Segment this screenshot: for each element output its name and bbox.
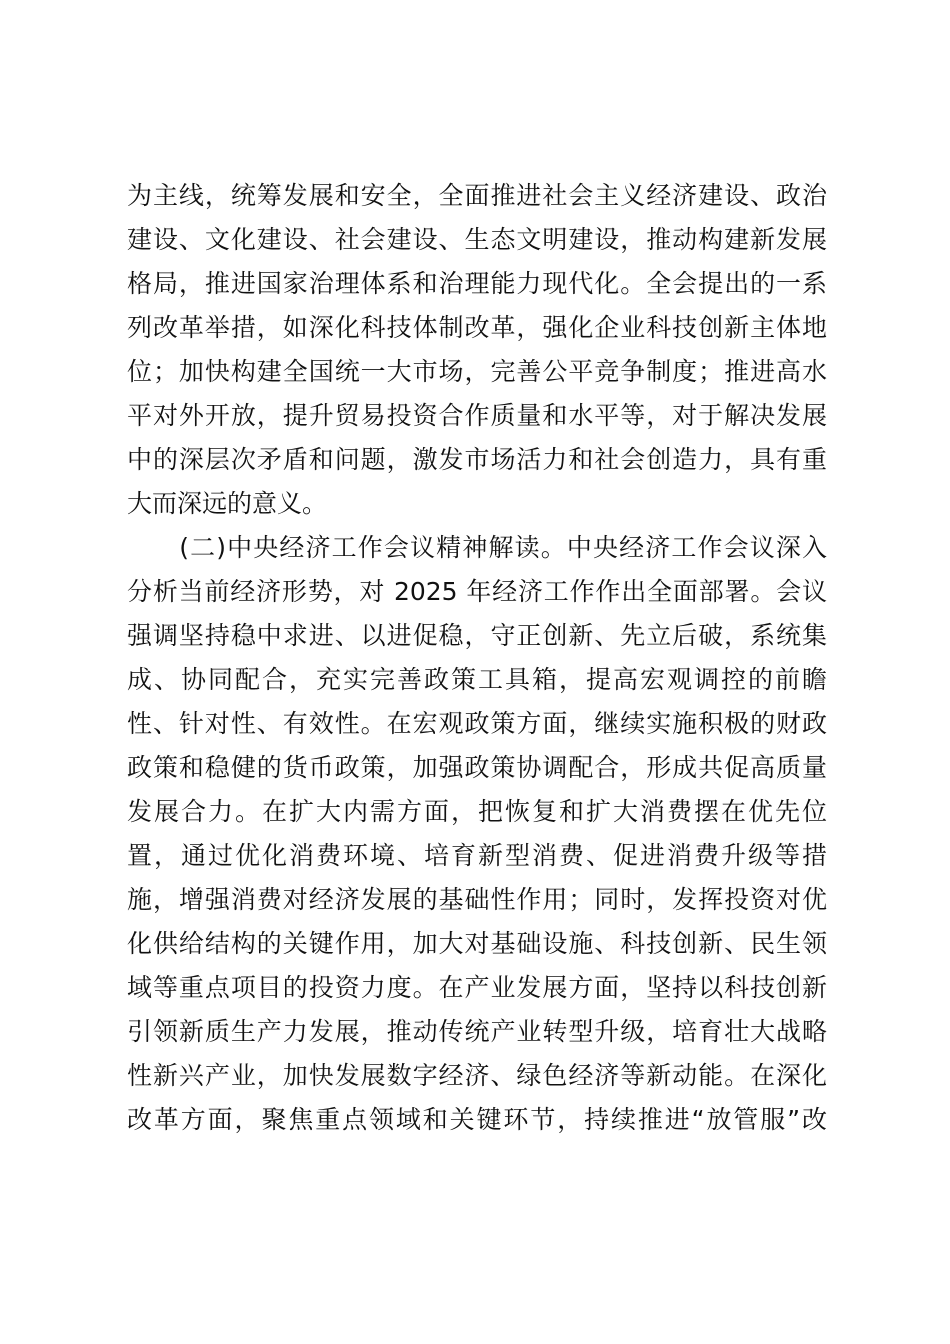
text-line: 性新兴产业，加快发展数字经济、绿色经济等新动能。在深化 — [127, 1061, 827, 1090]
text-line: 改革方面，聚焦重点领域和关键环节，持续推进“放管服”改 — [127, 1105, 827, 1134]
text-line: 化供给结构的关键作用，加大对基础设施、科技创新、民生领 — [127, 929, 827, 958]
text-line: 引领新质生产力发展，推动传统产业转型升级，培育壮大战略 — [127, 1017, 827, 1046]
text-line: 格局，推进国家治理体系和治理能力现代化。全会提出的一系 — [127, 269, 827, 298]
text-line: 域等重点项目的投资力度。在产业发展方面，坚持以科技创新 — [127, 973, 827, 1002]
text-line: 成、协同配合，充实完善政策工具箱，提高宏观调控的前瞻 — [127, 665, 827, 694]
text-line: 分析当前经济形势，对 2025 年经济工作作出全面部署。会议 — [127, 577, 827, 606]
text-line: (二)中央经济工作会议精神解读。中央经济工作会议深入 — [127, 533, 827, 562]
text-line: 施，增强消费对经济发展的基础性作用；同时，发挥投资对优 — [127, 885, 827, 914]
text-line: 性、针对性、有效性。在宏观政策方面，继续实施积极的财政 — [127, 709, 827, 738]
body-text — [127, 174, 827, 1142]
text-line: 置，通过优化消费环境、培育新型消费、促进消费升级等措 — [127, 841, 827, 870]
paragraph-2 — [127, 526, 827, 1142]
text-line: 发展合力。在扩大内需方面，把恢复和扩大消费摆在优先位 — [127, 797, 827, 826]
text-line: 强调坚持稳中求进、以进促稳，守正创新、先立后破，系统集 — [127, 621, 827, 650]
text-line: 平对外开放，提升贸易投资合作质量和水平等，对于解决发展 — [127, 401, 827, 430]
text-line: 列改革举措，如深化科技体制改革，强化企业科技创新主体地 — [127, 313, 827, 342]
text-line: 中的深层次矛盾和问题，激发市场活力和社会创造力，具有重 — [127, 445, 827, 474]
text-line: 位；加快构建全国统一大市场，完善公平竞争制度；推进高水 — [127, 357, 827, 386]
text-line: 政策和稳健的货币政策，加强政策协调配合，形成共促高质量 — [127, 753, 827, 782]
text-line: 建设、文化建设、社会建设、生态文明建设，推动构建新发展 — [127, 225, 827, 254]
paragraph-1 — [127, 174, 827, 526]
text-line: 大而深远的意义。 — [127, 489, 328, 518]
text-line: 为主线，统筹发展和安全，全面推进社会主义经济建设、政治 — [127, 181, 827, 210]
